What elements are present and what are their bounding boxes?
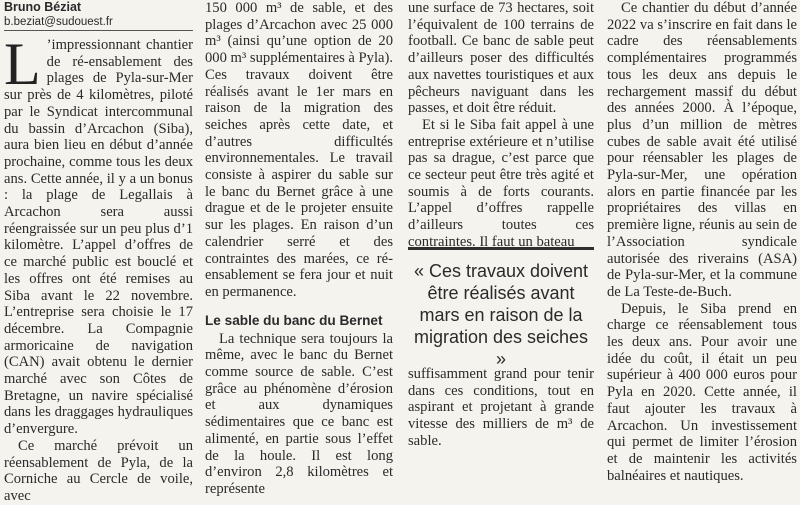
continued-text bbox=[408, 366, 594, 450]
author-name: Bruno Béziat bbox=[4, 0, 82, 14]
article-column-4 bbox=[607, 0, 797, 484]
paragraph: Depuis, le Siba prend en charge ce réensablement tous les deux ans. Pour avoir une idée du coût, il était un peu supérieur à 400 000 euros pour Pyla en 2020. Cette année, il faut ajouter les travaux à Arcachon. Un investissement qui permet de limiter l’érosion et de maintenir les activités balnéaires et nautiques. bbox=[607, 300, 797, 484]
pull-quote: « Ces travaux doivent être réalisés avant mars en raison de la migration des seiches » bbox=[408, 247, 594, 370]
paragraph: Et si le Siba fait appel à une entreprise extérieure et n’utilise pas sa drague, c’est parce que ce secteur peut être très agité et soumis à de forts courants. L’appel d’offres rappelle d’ailleurs toutes ces contraintes. Il faut un bateau bbox=[408, 116, 594, 250]
article-column-2 bbox=[205, 0, 393, 497]
paragraph: une surface de 73 hectares, soit l’équivalent de 100 terrains de football. Ce banc de sable peut d’ailleurs poser des difficultés aux navettes touristiques et aux pêcheurs naviguant dans les passes, et doit être réduit. bbox=[408, 0, 594, 117]
paragraph: Ce chantier du début d’année 2022 va s’inscrire en fait dans le cadre des réensablements complémentaires programmés tous les deux ans depuis le rechargement massif du début des années 2000. À l’époque, plus d’un million de mètres cubes de sable avait été utilisé pour réensabler les plages de Pyla-sur-Mer, une opération alors en partie financée par les propriétaires des villas en première ligne, réunis au sein de l’Association syndicale autorisée des riverains (ASA) de Pyla-sur-Mer, et la commune de La Teste-de-Buch. bbox=[607, 0, 797, 300]
paragraph: suffisamment grand pour tenir dans ces conditions, tout en aspirant et projetant à grande vitesse des milliers de m³ de sable. bbox=[408, 366, 594, 449]
article-column-1 bbox=[4, 0, 193, 504]
drop-cap: L bbox=[4, 31, 41, 97]
paragraph: La technique sera toujours la même, avec le banc du Bernet comme source de sable. C’est grâce au phénomène d’érosion et aux dynamiques sédimentaires que ce banc est alimenté, en partie sous l’effet de la houle. Il est long d’environ 2,8 kilomètres et représente bbox=[205, 330, 393, 497]
lead-paragraph bbox=[4, 31, 193, 438]
article-column-3 bbox=[408, 0, 594, 448]
section-subheading: Le sable du banc du Bernet bbox=[205, 312, 383, 328]
paragraph: Ce marché prévoit un réensablement de Pyla, de la Corniche au Cercle de voile, avec bbox=[4, 437, 193, 504]
paragraph: 150 000 m³ de sable, et des plages d’Arcachon avec 25 000 m³ (ainsi qu’une option de 20 000 m³ supplémentaires à Pyla). Ces travaux doivent être réalisés avant le 1er mars en raison de la migration des seiches après cette date, et d’autres difficultés environnementales. Le travail consiste à aspirer du sable sur le banc du Bernet grâce à une drague et de le projeter ensuite sur les plages. En raison d’un calendrier serré et des contraintes des marées, ce ré-ensablement se fera jour et nuit en permanence. bbox=[205, 0, 393, 300]
lead-paragraph-text: ’impressionnant chantier de ré-ensablement des plages de Pyla-sur-Mer sur près de 4 kilomètres, piloté par le Syndicat intercommunal du bassin d’Arcachon (Siba), aura bien lieu en début d’année prochaine, comme tous les deux ans. Cette année, il y a un bonus : la plage de Legallais à Arcachon sera aussi réengraissée sur un peu plus d’1 kilomètre. L’appel d’offres de ce marché public est bouclé et les offres ont été remises au Siba avant le 22 novembre. L’entreprise sera choisie le 17 décembre. La Compagnie armoricaine de navigation (CAN) avait obtenu le dernier marché avec son Côtes de Bretagne, un navire spécialisé dans les draggages hydrauliques d’envergure. bbox=[4, 37, 193, 438]
author-email[interactable]: b.beziat@sudouest.fr bbox=[4, 15, 193, 31]
